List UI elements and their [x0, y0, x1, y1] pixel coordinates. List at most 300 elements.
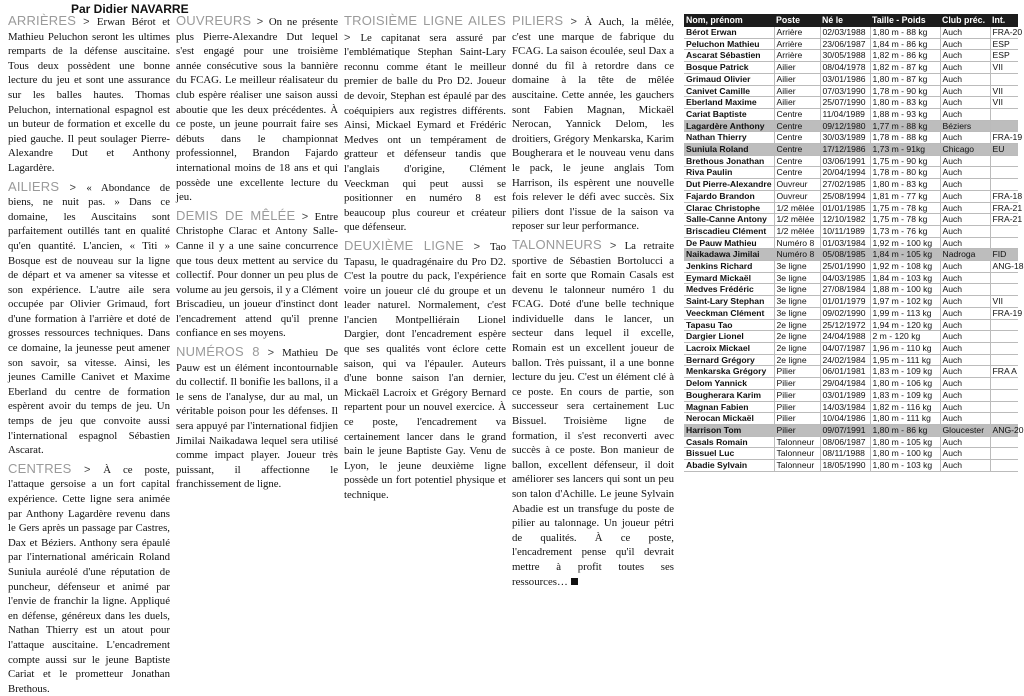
table-row	[684, 342, 1018, 354]
section-heading: DEMIS DE MÊLÉE >	[176, 208, 315, 223]
column-header: Taille - Poids	[870, 14, 940, 27]
article-section	[176, 345, 338, 492]
table-cell	[990, 413, 1018, 425]
table-cell	[990, 378, 1018, 390]
table-cell: 20/04/1994	[820, 167, 870, 179]
table-cell: FRA-21	[990, 202, 1018, 214]
table-cell: Veeckman Clément	[684, 307, 774, 319]
table-row	[684, 354, 1018, 366]
table-cell: 3e ligne	[774, 307, 820, 319]
table-cell	[990, 272, 1018, 284]
table-row	[684, 225, 1018, 237]
table-cell: Ailier	[774, 62, 820, 74]
table-cell: Auch	[940, 38, 990, 50]
table-row	[684, 179, 1018, 191]
table-cell: Béziers	[940, 120, 990, 132]
table-cell: 24/02/1984	[820, 354, 870, 366]
table-cell: Talonneur	[774, 460, 820, 472]
table-cell: 12/10/1982	[820, 214, 870, 226]
table-cell: Centre	[774, 155, 820, 167]
table-cell: Pilier	[774, 401, 820, 413]
article-section	[512, 14, 674, 234]
table-header-row	[684, 14, 1018, 27]
table-cell: 1,88 m - 100 kg	[870, 284, 940, 296]
article-column-1	[8, 13, 170, 695]
table-cell: Auch	[940, 296, 990, 308]
table-cell: 09/02/1990	[820, 307, 870, 319]
table-row	[684, 378, 1018, 390]
table-cell: 1,75 m - 78 kg	[870, 214, 940, 226]
table-cell	[990, 331, 1018, 343]
table-cell: 01/03/1984	[820, 237, 870, 249]
table-cell: 1,94 m - 120 kg	[870, 319, 940, 331]
table-row	[684, 38, 1018, 50]
table-cell: 1,75 m - 78 kg	[870, 202, 940, 214]
table-cell: 1,80 m - 88 kg	[870, 27, 940, 38]
table-cell: Naikadawa Jimilai	[684, 249, 774, 261]
table-cell: Auch	[940, 331, 990, 343]
table-cell: Bérot Erwan	[684, 27, 774, 38]
table-cell: 1,99 m - 113 kg	[870, 307, 940, 319]
table-row	[684, 237, 1018, 249]
table-row	[684, 424, 1018, 436]
table-cell: 1,82 m - 116 kg	[870, 401, 940, 413]
table-row	[684, 132, 1018, 144]
table-cell: Harrison Tom	[684, 424, 774, 436]
table-cell: Auch	[940, 85, 990, 97]
table-cell	[990, 389, 1018, 401]
column-header: Nom, prénom	[684, 14, 774, 27]
table-cell: 1/2 mêlée	[774, 202, 820, 214]
table-row	[684, 73, 1018, 85]
table-cell: 27/02/1985	[820, 179, 870, 191]
table-cell: Ailier	[774, 85, 820, 97]
section-heading: ARRIÈRES >	[8, 13, 97, 28]
table-cell: Auch	[940, 448, 990, 460]
table-cell: Auch	[940, 436, 990, 448]
table-cell: 1,80 m - 100 kg	[870, 448, 940, 460]
table-cell: Ascarat Sébastien	[684, 50, 774, 62]
table-row	[684, 155, 1018, 167]
table-cell: Ouvreur	[774, 190, 820, 202]
table-cell	[990, 319, 1018, 331]
table-cell: Auch	[940, 460, 990, 472]
table-cell: 1,92 m - 108 kg	[870, 261, 940, 273]
table-cell: 25/08/1994	[820, 190, 870, 202]
table-cell: 1,96 m - 110 kg	[870, 342, 940, 354]
table-cell: Eberland Maxime	[684, 97, 774, 109]
table-cell: 08/06/1987	[820, 436, 870, 448]
table-cell: Auch	[940, 378, 990, 390]
table-row	[684, 448, 1018, 460]
table-cell: 1/2 mêlée	[774, 214, 820, 226]
section-heading: CENTRES >	[8, 461, 103, 476]
table-cell: Centre	[774, 167, 820, 179]
column-header: Né le	[820, 14, 870, 27]
table-cell: Gloucester	[940, 424, 990, 436]
table-cell: 1,78 m - 80 kg	[870, 167, 940, 179]
table-cell	[990, 401, 1018, 413]
section-heading: AILIERS >	[8, 179, 86, 194]
table-cell: 01/01/1985	[820, 202, 870, 214]
table-cell: FRA-21	[990, 214, 1018, 226]
table-cell: 27/08/1984	[820, 284, 870, 296]
table-row	[684, 190, 1018, 202]
table-cell: Abadie Sylvain	[684, 460, 774, 472]
section-text: « Abondance de biens, ne nuit pas. » Dans ce domaine, les Auscitains sont parfaitement outillés tant en qualité qu'en quantité. L'ancien, « Titi » Bosque est de nouveau sur la ligne de départ et va amener sa vitesse et son expérience. L'autre aile sera occupée par Olivier Grimaud, fort d'une formation à l'arrière et doté de grosses ressources techniques. Dans ce domaine, la jeunesse peut amener son savoir, sa vitesse. Ainsi, les jeunes Camille Canivet et Maxime Eberland du centre de formation espèrent avoir du temps de jeu. Un temps de jeu que convoite aussi l'international espagnol Sébastien Ascarat.	[8, 181, 170, 457]
table-cell: ANG-20	[990, 424, 1018, 436]
table-cell: 03/06/1991	[820, 155, 870, 167]
table-cell	[990, 237, 1018, 249]
table-cell: Numéro 8	[774, 237, 820, 249]
table-row	[684, 97, 1018, 109]
table-cell: Auch	[940, 261, 990, 273]
table-cell: Bernard Grégory	[684, 354, 774, 366]
table-cell: 3e ligne	[774, 296, 820, 308]
section-heading: OUVREURS >	[176, 13, 269, 28]
article-section	[344, 14, 506, 235]
table-cell: 04/03/1985	[820, 272, 870, 284]
table-cell: FRA-19	[990, 307, 1018, 319]
table-cell: 10/11/1989	[820, 225, 870, 237]
table-cell: 08/04/1978	[820, 62, 870, 74]
table-cell: 09/12/1980	[820, 120, 870, 132]
table-cell: 3e ligne	[774, 284, 820, 296]
table-cell: Canivet Camille	[684, 85, 774, 97]
table-cell: FID	[990, 249, 1018, 261]
table-cell: 1,92 m - 100 kg	[870, 237, 940, 249]
table-cell: Chicago	[940, 144, 990, 156]
table-row	[684, 331, 1018, 343]
table-cell: Auch	[940, 202, 990, 214]
table-cell: 3e ligne	[774, 261, 820, 273]
table-row	[684, 249, 1018, 261]
table-cell: 1,83 m - 109 kg	[870, 389, 940, 401]
table-cell: 04/07/1987	[820, 342, 870, 354]
table-cell: Auch	[940, 237, 990, 249]
table-cell: 03/01/1989	[820, 389, 870, 401]
article-column-3	[344, 14, 506, 530]
table-cell: 01/01/1979	[820, 296, 870, 308]
table-cell: Auch	[940, 50, 990, 62]
section-text: Erwan Bérot et Mathieu Peluchon seront les ultimes remparts de la défense auscitaine. Tous deux possèdent une bonne lecture du jeu et sont une assurance sur les balles hautes. Thomas Peluchon, international espagnol est un buteur de formation et excelle du pied gauche. Il peut soulager Pierre-Alexandre Dut et Anthony Lagardère.	[8, 16, 170, 174]
section-text: Mathieu De Pauw est un élément incontournable du collectif. Il bonifie les ballons, il a le sens de l'analyse, dur au mal, un véritable poison pour les défenses. Il sera appuyé par l'international fidjien Jimilai Naikadawa lequel sera utilisé comme impact player. Joueur très puissant, il affectionne le franchissement de ligne.	[176, 347, 338, 491]
table-cell: Grimaud Olivier	[684, 73, 774, 85]
article-section	[176, 14, 338, 205]
table-cell	[990, 342, 1018, 354]
table-cell: 24/04/1988	[820, 331, 870, 343]
table-cell	[990, 167, 1018, 179]
table-cell: Arrière	[774, 38, 820, 50]
article-section	[512, 238, 674, 589]
column-header: Poste	[774, 14, 820, 27]
table-cell: Auch	[940, 272, 990, 284]
table-cell	[990, 225, 1018, 237]
table-row	[684, 284, 1018, 296]
table-cell: Magnan Fabien	[684, 401, 774, 413]
section-text: Tao Tapasu, le quadragénaire du Pro D2. C'est la poutre du pack, l'expérience voire un joueur clé du groupe et un leader naturel. Normalement, c'est l'ancien Montpelliérain Lionel Dargier, dont l'encadrement espère que ses qualités vont éclore cette saison, qui va l'épauler. Auteurs d'une bonne saison l'an dernier, Mickaël Lacroix et Grégory Bernard repartent pour un nouvel exercice. À ce poste, l'encadrement va certainement lancer dans le grand bain le jeune Baptiste Gay. Venu de Lyon, le jeune deuxième ligne possède un fort potentiel physique et technique.	[344, 240, 507, 501]
table-cell: Centre	[774, 132, 820, 144]
table-cell: VII	[990, 97, 1018, 109]
table-row	[684, 27, 1018, 38]
table-cell: Dut Pierre-Alexandre	[684, 179, 774, 191]
table-cell: 25/12/1972	[820, 319, 870, 331]
section-text: La retraite sportive de Sébastien Bortolucci a fait en sorte que Romain Casals est devenu le talonneur numéro 1 du FCAG. Doté d'une belle technique individuelle dans le lancer, un secteur dans lequel il excelle, Romain est un excellent joueur de ballon. Très puissant, il a une bonne lecture du jeu. C'est un élément clé à ce poste. En cours de partie, son successeur sera certainement Luc Bissuel. Troisième ligne de formation, il s'est reconverti avec succès à ce poste. Bon manieur de ballon, excellent défenseur, il doit améliorer ses lancers qui sont un peu son talon d'Achille. Le jeune Sylvain Abadie est un transfuge du poste de pilier au talonnage. Un joueur pétri de qualités. À ce poste, l'encadrement pense qu'il devrait mettre à profit toutes ses ressources…	[512, 239, 675, 588]
article-section	[8, 14, 170, 176]
table-cell: Arrière	[774, 50, 820, 62]
column-header: Int.	[990, 14, 1018, 27]
table-cell: VII	[990, 296, 1018, 308]
table-cell: 1,84 m - 105 kg	[870, 249, 940, 261]
table-cell: Riva Paulin	[684, 167, 774, 179]
table-cell: 1,77 m - 88 kg	[870, 120, 940, 132]
table-cell: Auch	[940, 190, 990, 202]
article-section	[176, 209, 338, 341]
table-cell: 1,82 m - 86 kg	[870, 50, 940, 62]
table-cell: Pilier	[774, 366, 820, 378]
table-cell: Pilier	[774, 378, 820, 390]
table-cell: 1,82 m - 87 kg	[870, 62, 940, 74]
table-cell: Auch	[940, 284, 990, 296]
table-cell: Ouvreur	[774, 179, 820, 191]
table-cell: 25/01/1990	[820, 261, 870, 273]
table-cell: ANG-18	[990, 261, 1018, 273]
table-cell: FRA-19	[990, 132, 1018, 144]
byline: Par Didier NAVARRE	[71, 2, 189, 16]
table-cell: Arrière	[774, 27, 820, 38]
table-cell: Auch	[940, 366, 990, 378]
table-row	[684, 389, 1018, 401]
table-cell: 1,95 m - 111 kg	[870, 354, 940, 366]
table-cell: 1,80 m - 105 kg	[870, 436, 940, 448]
table-cell: VII	[990, 62, 1018, 74]
table-cell: 1,78 m - 88 kg	[870, 132, 940, 144]
table-cell: Centre	[774, 120, 820, 132]
table-cell	[990, 284, 1018, 296]
table-row	[684, 272, 1018, 284]
table-cell: 23/06/1987	[820, 38, 870, 50]
article-column-4	[512, 13, 675, 588]
section-text: À ce poste, l'attaque gersoise a un fort capital expérience. Cette ligne sera animée par Anthony Lagardère revenu dans le Gers après un passage par Castres, Dax et Béziers. Anthony sera épaulé par l'international américain Roland Suniula auréolé d'une réputation de puncheur, défenseur et animé par l'envie de franchir la ligne. Appliqué en défense, généreux dans les duels, Nathan Thierry est un atout pour l'attaque auscitaine. L'encadrement compte aussi sur le jeune Baptiste Cariat et le prometteur Jonathan Brethous.	[8, 463, 170, 695]
table-cell: Auch	[940, 307, 990, 319]
table-cell: Medves Frédéric	[684, 284, 774, 296]
table-cell: Auch	[940, 73, 990, 85]
table-cell: Lacroix Mickael	[684, 342, 774, 354]
table-cell: Nadroga	[940, 249, 990, 261]
table-cell: Auch	[940, 319, 990, 331]
table-cell: Auch	[940, 389, 990, 401]
table-row	[684, 144, 1018, 156]
table-cell: 1,83 m - 109 kg	[870, 366, 940, 378]
table-row	[684, 460, 1018, 472]
table-cell: Auch	[940, 167, 990, 179]
article-section	[8, 180, 170, 458]
table-cell: Pilier	[774, 424, 820, 436]
table-cell: Bosque Patrick	[684, 62, 774, 74]
table-cell: Numéro 8	[774, 249, 820, 261]
table-cell: Nerocan Mickaël	[684, 413, 774, 425]
table-cell: 02/03/1988	[820, 27, 870, 38]
table-cell: 03/01/1986	[820, 73, 870, 85]
table-cell: Auch	[940, 179, 990, 191]
table-cell: 1,88 m - 93 kg	[870, 108, 940, 120]
table-cell: 30/05/1988	[820, 50, 870, 62]
table-row	[684, 50, 1018, 62]
table-cell: 25/07/1990	[820, 97, 870, 109]
table-cell: Clarac Christophe	[684, 202, 774, 214]
table-cell: FRA-20	[990, 27, 1018, 38]
table-row	[684, 62, 1018, 74]
table-cell: 07/03/1990	[820, 85, 870, 97]
table-cell: 1,78 m - 90 kg	[870, 85, 940, 97]
table-cell: Auch	[940, 225, 990, 237]
table-cell: 1,84 m - 86 kg	[870, 38, 940, 50]
section-text: À Auch, la mêlée, c'est une marque de fabrique du FCAG. La saison écoulée, seul Dax a donné du fil à retordre dans ce domaine à la tête de mêlée auscitaine. Cette année, les gauchers sont Fabien Magnan, Mickaël Nerocan, Yannick Delom, les droitiers, Grégory Menkarska, Karim Bougherara et le nouveau venu dans le pack, le jeune anglais Tom Harrison, ils espèrent une nouvelle fois relever le défi avec succès. Six piliers dont l'issue de la saison va reposer sur leur performance.	[512, 16, 675, 233]
column-header: Club préc.	[940, 14, 990, 27]
table-cell: 1,80 m - 83 kg	[870, 97, 940, 109]
table-cell: 09/07/1991	[820, 424, 870, 436]
table-cell: 2 m - 120 kg	[870, 331, 940, 343]
table-cell: 05/08/1985	[820, 249, 870, 261]
table-cell: 1,80 m - 87 kg	[870, 73, 940, 85]
table-row	[684, 401, 1018, 413]
table-cell: Lagardère Anthony	[684, 120, 774, 132]
table-cell	[990, 354, 1018, 366]
table-row	[684, 85, 1018, 97]
table-cell: 1,80 m - 83 kg	[870, 179, 940, 191]
table-cell: FRA-18	[990, 190, 1018, 202]
table-cell: Auch	[940, 62, 990, 74]
table-cell: 2e ligne	[774, 354, 820, 366]
table-cell: 08/11/1988	[820, 448, 870, 460]
section-heading: TROISIÈME LIGNE AILES >	[344, 13, 506, 44]
table-cell: Auch	[940, 27, 990, 38]
table-cell: Bougherara Karim	[684, 389, 774, 401]
table-cell: Salle-Canne Antony	[684, 214, 774, 226]
table-cell: De Pauw Mathieu	[684, 237, 774, 249]
table-cell: 06/01/1981	[820, 366, 870, 378]
table-cell: Ailier	[774, 73, 820, 85]
table-cell: Auch	[940, 97, 990, 109]
table-cell: Tapasu Tao	[684, 319, 774, 331]
table-row	[684, 436, 1018, 448]
table-cell: 2e ligne	[774, 342, 820, 354]
table-row	[684, 108, 1018, 120]
table-cell	[990, 120, 1018, 132]
table-cell: 18/05/1990	[820, 460, 870, 472]
table-cell	[990, 436, 1018, 448]
table-cell: 10/04/1986	[820, 413, 870, 425]
table-cell: FRA A	[990, 366, 1018, 378]
section-heading: NUMÉROS 8 >	[176, 344, 282, 359]
table-cell: Centre	[774, 144, 820, 156]
article-section	[8, 462, 170, 696]
table-cell: Centre	[774, 108, 820, 120]
table-cell: 11/04/1989	[820, 108, 870, 120]
section-heading: DEUXIÈME LIGNE >	[344, 238, 490, 253]
section-text: On ne présente plus Pierre-Alexandre Dut lequel s'est engagé pour une troisième année consécutive sous la bannière du FCAG. Le meilleur réalisateur du club espère réaliser une saison aussi aboutie que les deux précédentes. À ce poste, un jeune pourrait faire ses débuts dans le championnat professionnel, Brandon Fajardo international moins de 18 ans et qui possède une excellente lecture du jeu.	[176, 16, 338, 204]
table-cell	[990, 73, 1018, 85]
table-cell: 1,80 m - 103 kg	[870, 460, 940, 472]
table-cell: ESP	[990, 38, 1018, 50]
table-cell: Auch	[940, 354, 990, 366]
end-mark	[571, 578, 578, 585]
table-cell: Dargier Lionel	[684, 331, 774, 343]
table-cell: 1,80 m - 106 kg	[870, 378, 940, 390]
section-text: Le capitanat sera assuré par l'emblématique Stephan Saint-Lary reconnu comme étant le meilleur premier de balle du Pro D2. Joueur de devoir, Stephan est épaulé par des coéquipiers aux registres différents. Ainsi, Mickael Eymard et Frédéric Medves ont un tempérament de gratteur et défenseur tandis que l'anglais d'origine, Clément Veeckman qui peut aussi se positionner en numéro 8 est beaucoup plus coureur et créateur que défenseur.	[344, 31, 506, 234]
table-cell: Fajardo Brandon	[684, 190, 774, 202]
table-cell: Auch	[940, 342, 990, 354]
table-row	[684, 120, 1018, 132]
table-cell: 1,80 m - 111 kg	[870, 413, 940, 425]
table-cell: 29/04/1984	[820, 378, 870, 390]
table-row	[684, 319, 1018, 331]
table-cell: VII	[990, 85, 1018, 97]
table-cell: Suniula Roland	[684, 144, 774, 156]
table-cell: Auch	[940, 132, 990, 144]
table-row	[684, 261, 1018, 273]
table-cell: Auch	[940, 401, 990, 413]
table-cell: Bissuel Luc	[684, 448, 774, 460]
section-heading: TALONNEURS >	[512, 237, 625, 252]
table-cell	[990, 108, 1018, 120]
table-cell: Delom Yannick	[684, 378, 774, 390]
table-cell: Pilier	[774, 413, 820, 425]
table-row	[684, 307, 1018, 319]
table-cell: Talonneur	[774, 448, 820, 460]
table-cell: 2e ligne	[774, 319, 820, 331]
table-cell: Pilier	[774, 389, 820, 401]
table-cell: Jenkins Richard	[684, 261, 774, 273]
table-cell: 14/03/1984	[820, 401, 870, 413]
table-cell: 1,73 m - 76 kg	[870, 225, 940, 237]
table-cell: Auch	[940, 413, 990, 425]
table-cell	[990, 460, 1018, 472]
table-cell: Peluchon Mathieu	[684, 38, 774, 50]
table-cell: Auch	[940, 214, 990, 226]
squad-table	[684, 14, 1024, 472]
table-cell: Saint-Lary Stephan	[684, 296, 774, 308]
table-cell: ESP	[990, 50, 1018, 62]
table-cell	[990, 448, 1018, 460]
section-text: Entre Christophe Clarac et Antony Salle-Canne il y a une saine concurrence que tous deux mettent au service du collectif. Pour donner un peu plus de volume au jeu gersois, il y a Clément Briscadieu, un joueur d'instinct dont l'encadrement attend qu'il prenne confiance en ses moyens.	[176, 210, 339, 340]
article-column-2	[176, 14, 338, 530]
section-heading: PILIERS >	[512, 13, 584, 28]
table-row	[684, 366, 1018, 378]
table-cell: Eymard Mickaël	[684, 272, 774, 284]
table-cell: Cariat Baptiste	[684, 108, 774, 120]
table-cell	[990, 155, 1018, 167]
table-cell: 30/03/1989	[820, 132, 870, 144]
table-cell: Talonneur	[774, 436, 820, 448]
table-cell: Casals Romain	[684, 436, 774, 448]
table-cell: Ailier	[774, 97, 820, 109]
table-cell: Briscadieu Clément	[684, 225, 774, 237]
table-cell: Nathan Thierry	[684, 132, 774, 144]
table-cell: 1,80 m - 86 kg	[870, 424, 940, 436]
table-row	[684, 202, 1018, 214]
table-cell: 17/12/1986	[820, 144, 870, 156]
article-section	[344, 239, 506, 503]
table-cell: Auch	[940, 155, 990, 167]
table-cell: Brethous Jonathan	[684, 155, 774, 167]
table-row	[684, 296, 1018, 308]
table-cell: 1/2 mêlée	[774, 225, 820, 237]
table-cell: 1,75 m - 90 kg	[870, 155, 940, 167]
table-cell: EU	[990, 144, 1018, 156]
table-cell: 1,84 m - 103 kg	[870, 272, 940, 284]
table-cell: Menkarska Grégory	[684, 366, 774, 378]
